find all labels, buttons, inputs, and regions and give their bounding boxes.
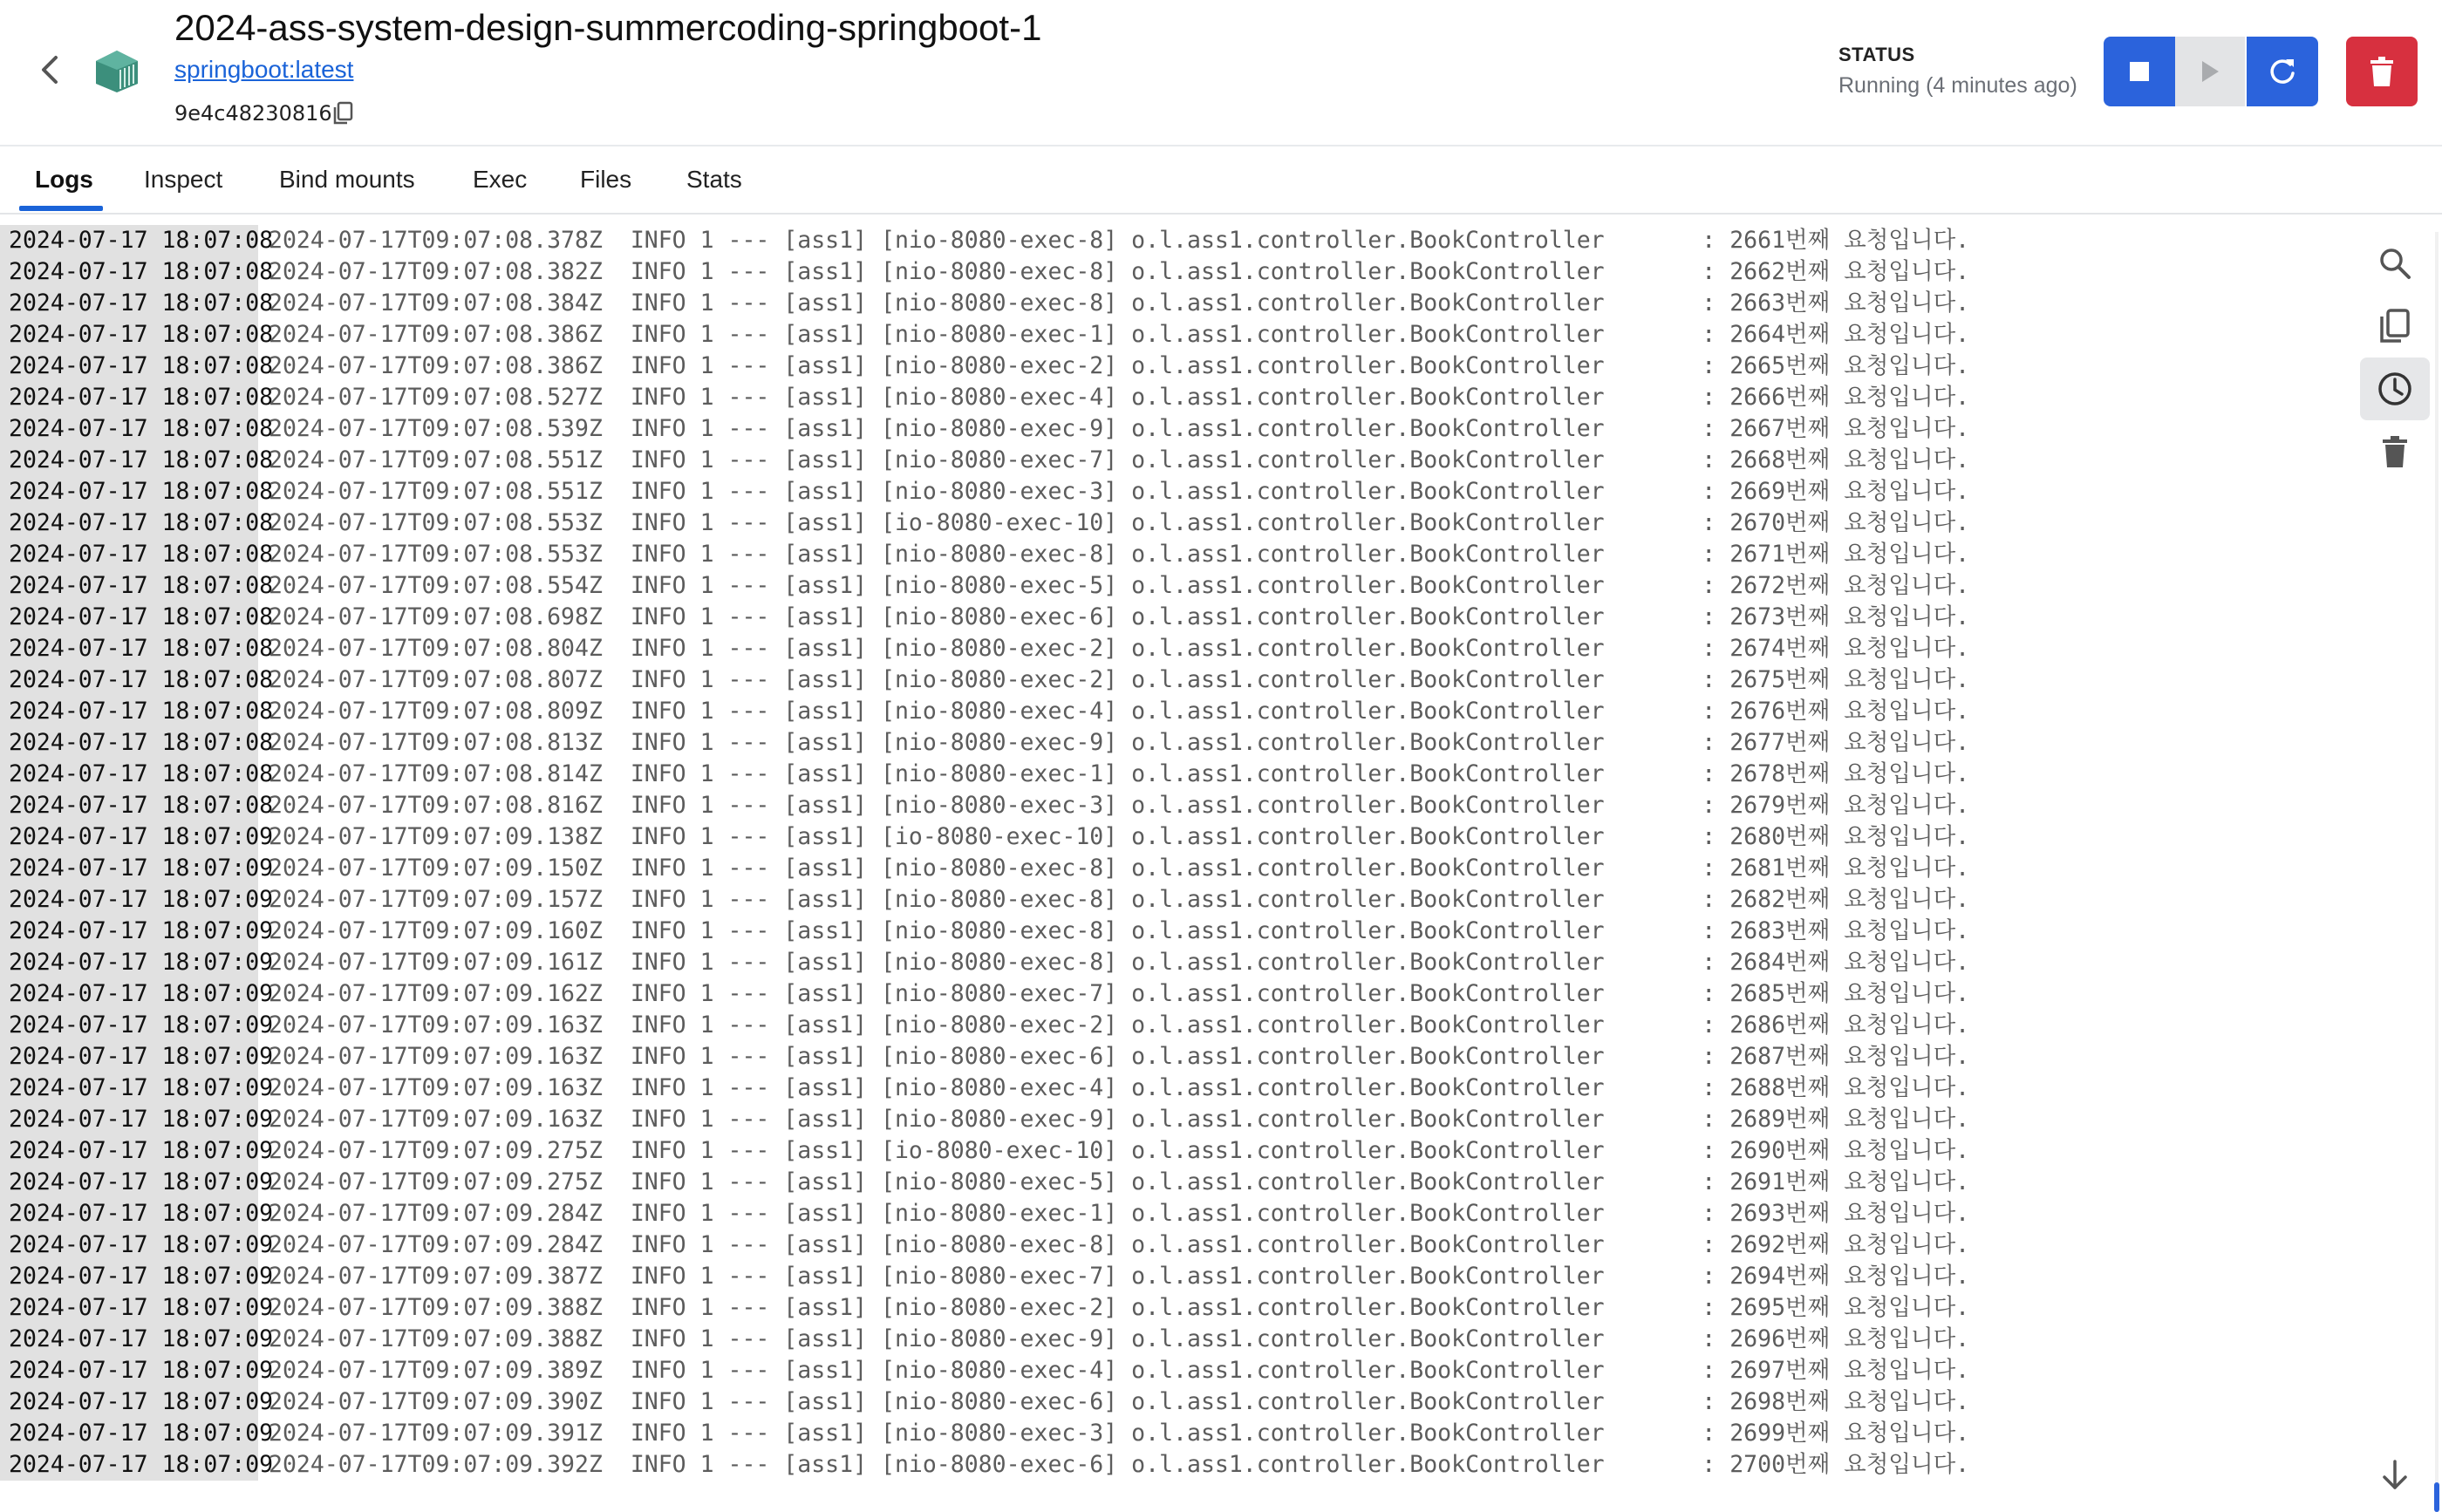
- log-message: 2024-07-17T09:07:08.813Z INFO 1 --- [ass1] [nio-8080-exec-9] o.l.ass1.controller.BookController : 2677번째 요청입니다.: [269, 729, 1970, 756]
- log-line: [0, 1449, 2355, 1481]
- log-timestamp: 2024-07-17 18:07:09: [0, 1229, 258, 1261]
- log-message: 2024-07-17T09:07:09.391Z INFO 1 --- [ass1] [nio-8080-exec-3] o.l.ass1.controller.BookController : 2699번째 요청입니다.: [269, 1420, 1970, 1447]
- play-icon: [2200, 60, 2220, 83]
- log-timestamp: 2024-07-17 18:07:08: [0, 727, 258, 759]
- log-timestamp: 2024-07-17 18:07:08: [0, 445, 258, 476]
- log-message: 2024-07-17T09:07:08.698Z INFO 1 --- [ass1] [nio-8080-exec-6] o.l.ass1.controller.BookController : 2673번째 요청입니다.: [269, 603, 1970, 630]
- log-line: [0, 476, 2355, 507]
- log-line: [0, 351, 2355, 382]
- log-timestamp: 2024-07-17 18:07:09: [0, 853, 258, 884]
- log-line: [0, 884, 2355, 916]
- clear-logs-button[interactable]: [2360, 420, 2430, 483]
- log-line: [0, 445, 2355, 476]
- log-line: [0, 570, 2355, 602]
- log-line: [0, 821, 2355, 853]
- log-timestamp: 2024-07-17 18:07:09: [0, 1355, 258, 1386]
- log-message: 2024-07-17T09:07:08.551Z INFO 1 --- [ass1] [nio-8080-exec-7] o.l.ass1.controller.BookController : 2668번째 요청입니다.: [269, 446, 1970, 473]
- log-line: [0, 1041, 2355, 1073]
- log-line: [0, 288, 2355, 319]
- tab-logs[interactable]: Logs: [35, 166, 93, 193]
- log-line: [0, 1355, 2355, 1386]
- log-message: 2024-07-17T09:07:09.388Z INFO 1 --- [ass1] [nio-8080-exec-2] o.l.ass1.controller.BookController : 2695번째 요청입니다.: [269, 1294, 1970, 1321]
- status-label: STATUS: [1838, 44, 1915, 65]
- log-timestamp: 2024-07-17 18:07:08: [0, 664, 258, 696]
- back-button[interactable]: [33, 52, 68, 87]
- log-line: [0, 853, 2355, 884]
- log-timestamp: 2024-07-17 18:07:08: [0, 413, 258, 445]
- tab-bar: [0, 146, 2442, 215]
- log-message: 2024-07-17T09:07:08.553Z INFO 1 --- [ass1] [io-8080-exec-10] o.l.ass1.controller.BookController : 2670번째 요청입니다.: [269, 509, 1970, 536]
- log-timestamp: 2024-07-17 18:07:08: [0, 476, 258, 507]
- copy-logs-button[interactable]: [2360, 295, 2430, 358]
- log-timestamp: 2024-07-17 18:07:08: [0, 225, 258, 256]
- container-icon: [94, 49, 140, 94]
- log-line: [0, 225, 2355, 256]
- log-message: 2024-07-17T09:07:08.553Z INFO 1 --- [ass1] [nio-8080-exec-8] o.l.ass1.controller.BookController : 2671번째 요청입니다.: [269, 541, 1970, 568]
- timestamps-toggle[interactable]: [2360, 358, 2430, 420]
- log-output[interactable]: [0, 225, 2355, 1512]
- log-line: [0, 1010, 2355, 1041]
- log-timestamp: 2024-07-17 18:07:09: [0, 884, 258, 916]
- log-line: [0, 1324, 2355, 1355]
- log-message: 2024-07-17T09:07:08.814Z INFO 1 --- [ass1] [nio-8080-exec-1] o.l.ass1.controller.BookController : 2678번째 요청입니다.: [269, 760, 1970, 787]
- log-message: 2024-07-17T09:07:08.382Z INFO 1 --- [ass1] [nio-8080-exec-8] o.l.ass1.controller.BookController : 2662번째 요청입니다.: [269, 258, 1970, 285]
- log-message: 2024-07-17T09:07:08.554Z INFO 1 --- [ass1] [nio-8080-exec-5] o.l.ass1.controller.BookController : 2672번째 요청입니다.: [269, 572, 1970, 599]
- log-timestamp: 2024-07-17 18:07:09: [0, 1010, 258, 1041]
- log-line: [0, 1418, 2355, 1449]
- log-timestamp: 2024-07-17 18:07:09: [0, 978, 258, 1010]
- log-message: 2024-07-17T09:07:09.284Z INFO 1 --- [ass1] [nio-8080-exec-1] o.l.ass1.controller.BookController : 2693번째 요청입니다.: [269, 1200, 1970, 1227]
- log-message: 2024-07-17T09:07:09.275Z INFO 1 --- [ass1] [nio-8080-exec-5] o.l.ass1.controller.BookController : 2691번째 요청입니다.: [269, 1168, 1970, 1195]
- log-line: [0, 382, 2355, 413]
- log-timestamp: 2024-07-17 18:07:09: [0, 1324, 258, 1355]
- log-timestamp: 2024-07-17 18:07:08: [0, 696, 258, 727]
- log-timestamp: 2024-07-17 18:07:08: [0, 570, 258, 602]
- log-timestamp: 2024-07-17 18:07:08: [0, 539, 258, 570]
- log-timestamp: 2024-07-17 18:07:08: [0, 790, 258, 821]
- log-message: 2024-07-17T09:07:09.150Z INFO 1 --- [ass1] [nio-8080-exec-8] o.l.ass1.controller.BookController : 2681번째 요청입니다.: [269, 855, 1970, 882]
- log-message: 2024-07-17T09:07:09.390Z INFO 1 --- [ass1] [nio-8080-exec-6] o.l.ass1.controller.BookController : 2698번째 요청입니다.: [269, 1388, 1970, 1415]
- chevron-left-icon: [38, 54, 63, 85]
- restart-button[interactable]: [2245, 37, 2318, 106]
- log-line: [0, 633, 2355, 664]
- stop-icon: [2130, 62, 2149, 81]
- trash-icon: [2382, 436, 2408, 467]
- log-message: 2024-07-17T09:07:08.384Z INFO 1 --- [ass1] [nio-8080-exec-8] o.l.ass1.controller.BookController : 2663번째 요청입니다.: [269, 289, 1970, 317]
- log-line: [0, 539, 2355, 570]
- arrow-down-icon[interactable]: [2377, 1458, 2412, 1493]
- log-message: 2024-07-17T09:07:08.807Z INFO 1 --- [ass1] [nio-8080-exec-2] o.l.ass1.controller.BookController : 2675번째 요청입니다.: [269, 666, 1970, 693]
- log-message: 2024-07-17T09:07:09.387Z INFO 1 --- [ass1] [nio-8080-exec-7] o.l.ass1.controller.BookController : 2694번째 요청입니다.: [269, 1263, 1970, 1290]
- log-line: [0, 1229, 2355, 1261]
- log-line: [0, 790, 2355, 821]
- trash-icon: [2370, 57, 2394, 86]
- log-timestamp: 2024-07-17 18:07:08: [0, 351, 258, 382]
- tab-inspect[interactable]: Inspect: [144, 166, 223, 193]
- log-message: 2024-07-17T09:07:09.162Z INFO 1 --- [ass1] [nio-8080-exec-7] o.l.ass1.controller.BookController : 2685번째 요청입니다.: [269, 980, 1970, 1007]
- log-message: 2024-07-17T09:07:08.551Z INFO 1 --- [ass1] [nio-8080-exec-3] o.l.ass1.controller.BookController : 2669번째 요청입니다.: [269, 478, 1970, 505]
- log-timestamp: 2024-07-17 18:07:08: [0, 319, 258, 351]
- tab-files[interactable]: Files: [580, 166, 632, 193]
- log-line: [0, 1073, 2355, 1104]
- tab-stats[interactable]: Stats: [686, 166, 742, 193]
- log-line: [0, 256, 2355, 288]
- log-message: 2024-07-17T09:07:08.378Z INFO 1 --- [ass1] [nio-8080-exec-8] o.l.ass1.controller.BookController : 2661번째 요청입니다.: [269, 227, 1970, 254]
- log-line: [0, 727, 2355, 759]
- log-line: [0, 1292, 2355, 1324]
- scrollbar-thumb[interactable]: [2434, 1482, 2439, 1512]
- delete-button[interactable]: [2346, 37, 2418, 106]
- image-link[interactable]: springboot:latest: [174, 56, 354, 83]
- log-message: 2024-07-17T09:07:08.527Z INFO 1 --- [ass1] [nio-8080-exec-4] o.l.ass1.controller.BookController : 2666번째 요청입니다.: [269, 384, 1970, 411]
- search-logs-button[interactable]: [2360, 232, 2430, 295]
- log-line: [0, 1104, 2355, 1135]
- log-line: [0, 664, 2355, 696]
- active-tab-indicator: [19, 206, 103, 211]
- log-line: [0, 1386, 2355, 1418]
- stop-button[interactable]: [2104, 37, 2175, 106]
- log-timestamp: 2024-07-17 18:07:09: [0, 1104, 258, 1135]
- log-timestamp: 2024-07-17 18:07:08: [0, 759, 258, 790]
- log-line: [0, 319, 2355, 351]
- search-icon: [2377, 246, 2412, 281]
- log-message: 2024-07-17T09:07:08.816Z INFO 1 --- [ass1] [nio-8080-exec-3] o.l.ass1.controller.BookController : 2679번째 요청입니다.: [269, 792, 1970, 819]
- start-button[interactable]: [2175, 37, 2245, 106]
- copy-id-icon[interactable]: [331, 101, 354, 126]
- log-timestamp: 2024-07-17 18:07:08: [0, 602, 258, 633]
- container-title: 2024-ass-system-design-summercoding-springboot-1: [174, 7, 1042, 48]
- log-message: 2024-07-17T09:07:08.386Z INFO 1 --- [ass1] [nio-8080-exec-2] o.l.ass1.controller.BookController : 2665번째 요청입니다.: [269, 352, 1970, 379]
- container-id: 9e4c48230816: [174, 101, 332, 126]
- log-timestamp: 2024-07-17 18:07:09: [0, 1386, 258, 1418]
- log-timestamp: 2024-07-17 18:07:09: [0, 1261, 258, 1292]
- container-controls: [2104, 37, 2318, 106]
- log-message: 2024-07-17T09:07:09.160Z INFO 1 --- [ass1] [nio-8080-exec-8] o.l.ass1.controller.BookController : 2683번째 요청입니다.: [269, 917, 1970, 944]
- log-message: 2024-07-17T09:07:09.163Z INFO 1 --- [ass1] [nio-8080-exec-6] o.l.ass1.controller.BookController : 2687번째 요청입니다.: [269, 1043, 1970, 1070]
- log-timestamp: 2024-07-17 18:07:08: [0, 382, 258, 413]
- log-timestamp: 2024-07-17 18:07:09: [0, 1292, 258, 1324]
- log-timestamp: 2024-07-17 18:07:09: [0, 1449, 258, 1481]
- status-value: Running (4 minutes ago): [1838, 73, 2077, 98]
- log-timestamp: 2024-07-17 18:07:09: [0, 1073, 258, 1104]
- log-timestamp: 2024-07-17 18:07:09: [0, 1167, 258, 1198]
- log-message: 2024-07-17T09:07:09.157Z INFO 1 --- [ass1] [nio-8080-exec-8] o.l.ass1.controller.BookController : 2682번째 요청입니다.: [269, 886, 1970, 913]
- log-line: [0, 507, 2355, 539]
- log-timestamp: 2024-07-17 18:07:08: [0, 507, 258, 539]
- log-line: [0, 916, 2355, 947]
- log-message: 2024-07-17T09:07:08.386Z INFO 1 --- [ass1] [nio-8080-exec-1] o.l.ass1.controller.BookController : 2664번째 요청입니다.: [269, 321, 1970, 348]
- log-timestamp: 2024-07-17 18:07:09: [0, 1198, 258, 1229]
- clock-icon: [2377, 371, 2413, 407]
- log-message: 2024-07-17T09:07:08.804Z INFO 1 --- [ass1] [nio-8080-exec-2] o.l.ass1.controller.BookController : 2674번째 요청입니다.: [269, 635, 1970, 662]
- log-timestamp: 2024-07-17 18:07:08: [0, 288, 258, 319]
- tab-bind-mounts[interactable]: Bind mounts: [279, 166, 415, 193]
- log-message: 2024-07-17T09:07:09.163Z INFO 1 --- [ass1] [nio-8080-exec-9] o.l.ass1.controller.BookController : 2689번째 요청입니다.: [269, 1106, 1970, 1133]
- log-line: [0, 696, 2355, 727]
- log-message: 2024-07-17T09:07:09.163Z INFO 1 --- [ass1] [nio-8080-exec-2] o.l.ass1.controller.BookController : 2686번째 요청입니다.: [269, 1011, 1970, 1039]
- log-message: 2024-07-17T09:07:09.161Z INFO 1 --- [ass1] [nio-8080-exec-8] o.l.ass1.controller.BookController : 2684번째 요청입니다.: [269, 949, 1970, 976]
- log-message: 2024-07-17T09:07:08.809Z INFO 1 --- [ass1] [nio-8080-exec-4] o.l.ass1.controller.BookController : 2676번째 요청입니다.: [269, 698, 1970, 725]
- copy-icon: [2378, 308, 2411, 344]
- log-message: 2024-07-17T09:07:09.389Z INFO 1 --- [ass1] [nio-8080-exec-4] o.l.ass1.controller.BookController : 2697번째 요청입니다.: [269, 1357, 1970, 1384]
- log-line: [0, 602, 2355, 633]
- log-line: [0, 413, 2355, 445]
- log-line: [0, 759, 2355, 790]
- log-message: 2024-07-17T09:07:09.275Z INFO 1 --- [ass1] [io-8080-exec-10] o.l.ass1.controller.BookController : 2690번째 요청입니다.: [269, 1137, 1970, 1164]
- log-timestamp: 2024-07-17 18:07:09: [0, 947, 258, 978]
- log-message: 2024-07-17T09:07:08.539Z INFO 1 --- [ass1] [nio-8080-exec-9] o.l.ass1.controller.BookController : 2667번째 요청입니다.: [269, 415, 1970, 442]
- restart-icon: [2267, 56, 2298, 87]
- log-line: [0, 1261, 2355, 1292]
- log-timestamp: 2024-07-17 18:07:09: [0, 1135, 258, 1167]
- log-message: 2024-07-17T09:07:09.163Z INFO 1 --- [ass1] [nio-8080-exec-4] o.l.ass1.controller.BookController : 2688번째 요청입니다.: [269, 1074, 1970, 1101]
- log-line: [0, 1198, 2355, 1229]
- log-timestamp: 2024-07-17 18:07:08: [0, 256, 258, 288]
- log-timestamp: 2024-07-17 18:07:09: [0, 916, 258, 947]
- log-line: [0, 1167, 2355, 1198]
- container-header: [0, 0, 2442, 146]
- log-timestamp: 2024-07-17 18:07:08: [0, 633, 258, 664]
- log-message: 2024-07-17T09:07:09.138Z INFO 1 --- [ass1] [io-8080-exec-10] o.l.ass1.controller.BookController : 2680번째 요청입니다.: [269, 823, 1970, 850]
- log-message: 2024-07-17T09:07:09.388Z INFO 1 --- [ass1] [nio-8080-exec-9] o.l.ass1.controller.BookController : 2696번째 요청입니다.: [269, 1325, 1970, 1352]
- log-line: [0, 947, 2355, 978]
- log-timestamp: 2024-07-17 18:07:09: [0, 1418, 258, 1449]
- log-line: [0, 1135, 2355, 1167]
- tab-exec[interactable]: Exec: [473, 166, 528, 193]
- log-message: 2024-07-17T09:07:09.392Z INFO 1 --- [ass1] [nio-8080-exec-6] o.l.ass1.controller.BookController : 2700번째 요청입니다.: [269, 1451, 1970, 1478]
- log-toolbar: [2360, 232, 2430, 483]
- log-line: [0, 978, 2355, 1010]
- log-timestamp: 2024-07-17 18:07:09: [0, 1041, 258, 1073]
- log-message: 2024-07-17T09:07:09.284Z INFO 1 --- [ass1] [nio-8080-exec-8] o.l.ass1.controller.BookController : 2692번째 요청입니다.: [269, 1231, 1970, 1258]
- log-timestamp: 2024-07-17 18:07:09: [0, 821, 258, 853]
- log-scrollbar[interactable]: [2435, 232, 2439, 1512]
